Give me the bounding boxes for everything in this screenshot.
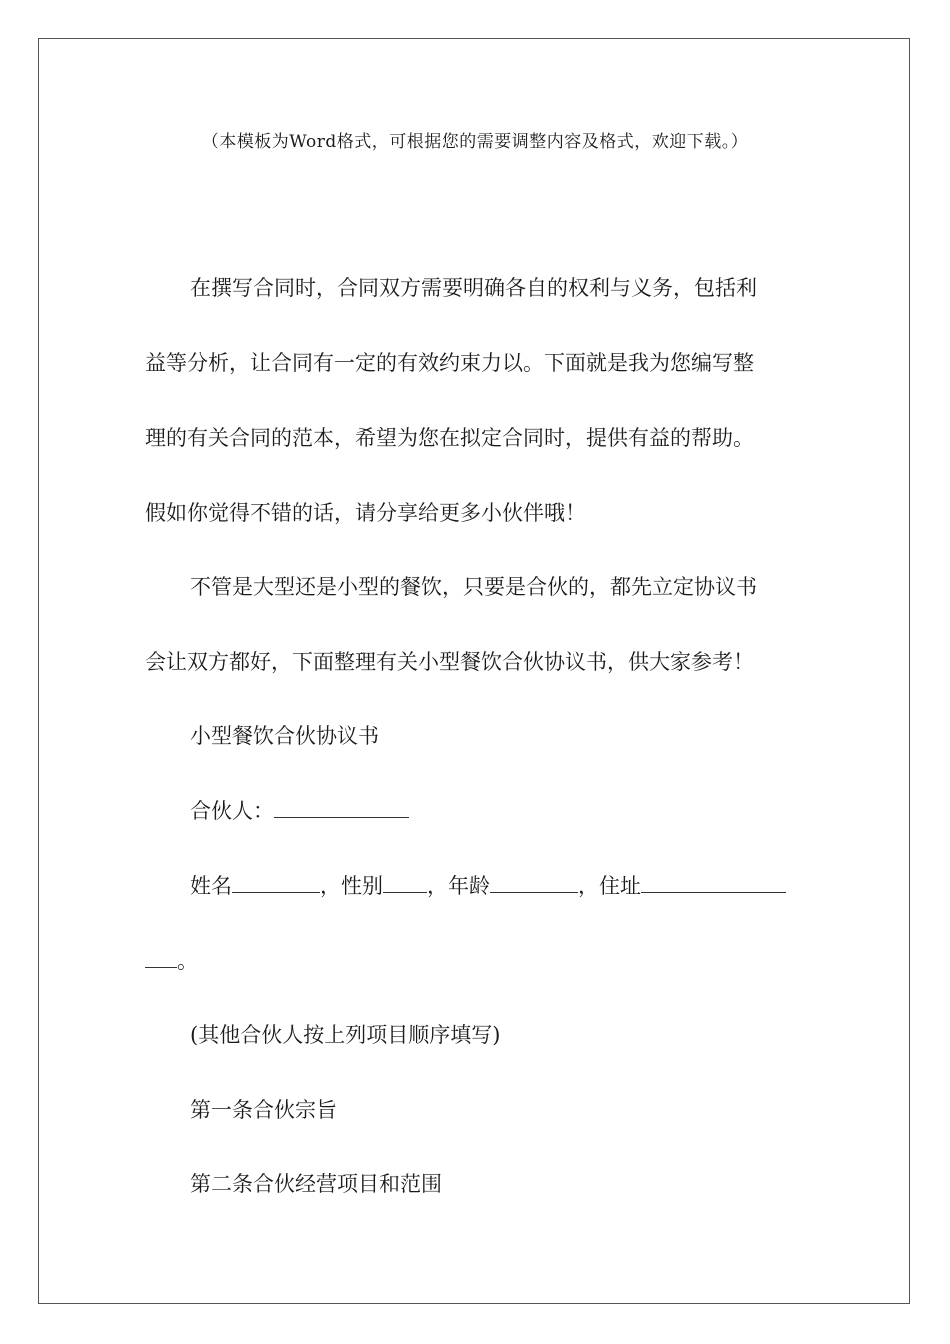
template-note: （本模板为Word格式，可根据您的需要调整内容及格式，欢迎下载。） (201, 132, 749, 152)
intro-line-3: 理的有关合同的范本，希望为您在拟定合同时，提供有益的帮助。 (145, 426, 754, 450)
intro-line-1: 在撰写合同时，合同双方需要明确各自的权利与义务，包括利 (190, 276, 757, 300)
gender-label: ，性别 (320, 874, 383, 898)
address-blank[interactable] (641, 872, 786, 893)
partner-label: 合伙人： (190, 799, 274, 823)
age-label: ，年龄 (427, 874, 490, 898)
partner-info-line (190, 872, 786, 900)
partner-blank[interactable] (274, 797, 409, 818)
name-label: 姓名 (190, 874, 232, 898)
para2-line-2: 会让双方都好，下面整理有关小型餐饮合伙协议书，供大家参考！ (145, 650, 754, 674)
intro-line-4: 假如你觉得不错的话，请分享给更多小伙伴哦！ (145, 501, 586, 525)
gender-blank[interactable] (383, 872, 427, 893)
article-2-heading: 第二条合伙经营项目和范围 (190, 1172, 442, 1196)
name-blank[interactable] (232, 872, 320, 893)
article-1-heading: 第一条合伙宗旨 (190, 1098, 337, 1122)
age-blank[interactable] (490, 872, 578, 893)
address-continuation (145, 947, 198, 975)
address-label: ，住址 (578, 874, 641, 898)
address-blank-continued[interactable] (145, 947, 177, 968)
para2-line-1: 不管是大型还是小型的餐饮，只要是合伙的，都先立定协议书 (190, 575, 757, 599)
other-partners-note: (其他合伙人按上列项目顺序填写) (190, 1023, 501, 1047)
end-mark: 。 (177, 949, 198, 973)
document-title: 小型餐饮合伙协议书 (190, 724, 379, 748)
intro-line-2: 益等分析，让合同有一定的有效约束力以。下面就是我为您编写整 (145, 351, 754, 375)
partner-line (190, 797, 409, 825)
